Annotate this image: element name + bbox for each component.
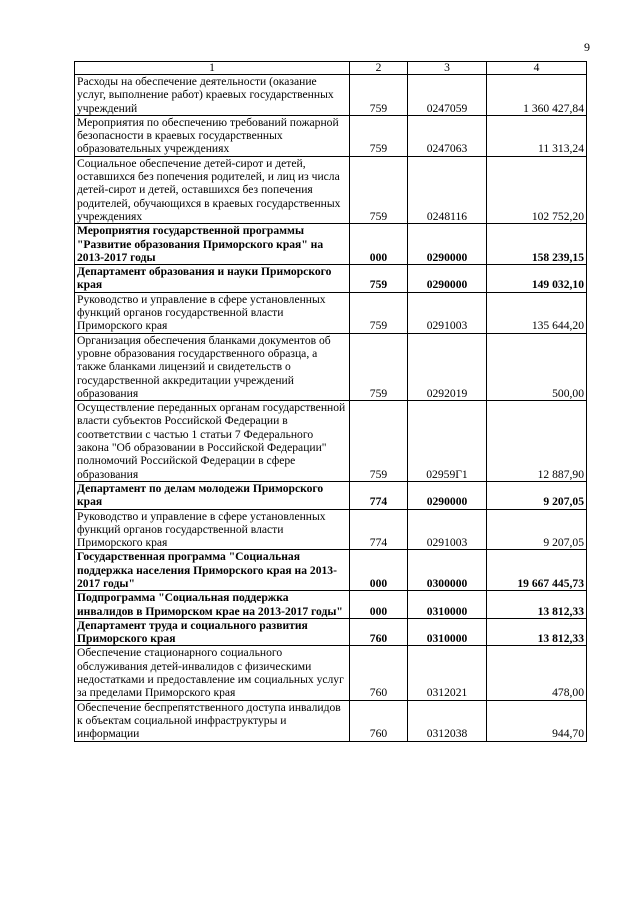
row-name-cell: Обеспечение стационарного социального обслуживания детей-инвалидов с физическими недостатками и предоставление им социальных услуг за пределами Приморского края: [75, 646, 350, 700]
row-name-cell: Подпрограмма "Социальная поддержка инвалидов в Приморском крае на 2013-2017 годы": [75, 591, 350, 619]
row-name-cell: Департамент по делам молодежи Приморского края: [75, 481, 350, 509]
table-row: [75, 401, 587, 482]
table-row: [75, 156, 587, 223]
row-amount-cell: 158 239,15: [487, 224, 587, 265]
table-row: [75, 224, 587, 265]
row-code-cell: 02959Г1: [408, 401, 487, 482]
row-amount-cell: 12 887,90: [487, 401, 587, 482]
row-code-cell: 0247063: [408, 115, 487, 156]
row-name-cell: Организация обеспечения бланками документов об уровне образования государственного образца, а также бланками лицензий и свидетельств о государственной аккредитации учреждений образования: [75, 333, 350, 400]
table-row: [75, 481, 587, 509]
table-row: [75, 75, 587, 116]
row-name-cell: Государственная программа "Социальная поддержка населения Приморского края на 2013-2017 годы": [75, 550, 350, 591]
row-code-cell: 0292019: [408, 333, 487, 400]
row-code-cell: 0300000: [408, 550, 487, 591]
table-row: [75, 333, 587, 400]
table-header-row: [75, 62, 587, 75]
row-name-cell: Осуществление переданных органам государственной власти субъектов Российской Федерации в соответствии с частью 1 статьи 7 Федерального закона "Об образовании в Российской Федерации" полномочий Российской Федерации в сфере образования: [75, 401, 350, 482]
row-amount-cell: 13 812,33: [487, 591, 587, 619]
row-dept-cell: 760: [350, 700, 408, 741]
row-name-cell: Социальное обеспечение детей-сирот и детей, оставшихся без попечения родителей, и лиц из числа детей-сирот и детей, оставшихся без попечения родителей, обучающихся в краевых государственных учреждениях: [75, 156, 350, 223]
row-amount-cell: 478,00: [487, 646, 587, 700]
row-code-cell: 0290000: [408, 224, 487, 265]
budget-table: [74, 61, 587, 742]
table-row: [75, 700, 587, 741]
row-dept-cell: 759: [350, 292, 408, 333]
row-amount-cell: 500,00: [487, 333, 587, 400]
row-amount-cell: 13 812,33: [487, 618, 587, 646]
table-row: [75, 550, 587, 591]
row-name-cell: Департамент труда и социального развития Приморского края: [75, 618, 350, 646]
row-dept-cell: 759: [350, 156, 408, 223]
page-number: 9: [584, 40, 590, 54]
table-row: [75, 292, 587, 333]
row-dept-cell: 000: [350, 224, 408, 265]
row-code-cell: 0290000: [408, 265, 487, 293]
table-row: [75, 265, 587, 293]
row-name-cell: Расходы на обеспечение деятельности (оказание услуг, выполнение работ) краевых государственных учреждений: [75, 75, 350, 116]
row-dept-cell: 759: [350, 265, 408, 293]
row-amount-cell: 944,70: [487, 700, 587, 741]
table-row: [75, 646, 587, 700]
row-amount-cell: 9 207,05: [487, 481, 587, 509]
column-header-code: 3: [408, 62, 487, 75]
row-dept-cell: 774: [350, 481, 408, 509]
row-code-cell: 0310000: [408, 591, 487, 619]
column-header-dept: 2: [350, 62, 408, 75]
table-row: [75, 618, 587, 646]
row-code-cell: 0312038: [408, 700, 487, 741]
row-dept-cell: 760: [350, 618, 408, 646]
row-amount-cell: 19 667 445,73: [487, 550, 587, 591]
row-amount-cell: 102 752,20: [487, 156, 587, 223]
row-dept-cell: 759: [350, 401, 408, 482]
row-name-cell: Мероприятия государственной программы "Развитие образования Приморского края" на 2013-2017 годы: [75, 224, 350, 265]
row-dept-cell: 000: [350, 591, 408, 619]
row-name-cell: Мероприятия по обеспечению требований пожарной безопасности в краевых государственных образовательных учреждениях: [75, 115, 350, 156]
row-dept-cell: 774: [350, 509, 408, 550]
row-dept-cell: 760: [350, 646, 408, 700]
row-code-cell: 0248116: [408, 156, 487, 223]
row-code-cell: 0291003: [408, 509, 487, 550]
row-amount-cell: 149 032,10: [487, 265, 587, 293]
row-dept-cell: 000: [350, 550, 408, 591]
column-header-name: 1: [75, 62, 350, 75]
column-header-amount: 4: [487, 62, 587, 75]
row-amount-cell: 11 313,24: [487, 115, 587, 156]
row-dept-cell: 759: [350, 333, 408, 400]
row-amount-cell: 9 207,05: [487, 509, 587, 550]
row-code-cell: 0291003: [408, 292, 487, 333]
table-row: [75, 591, 587, 619]
table-row: [75, 509, 587, 550]
row-code-cell: 0310000: [408, 618, 487, 646]
row-code-cell: 0247059: [408, 75, 487, 116]
row-amount-cell: 1 360 427,84: [487, 75, 587, 116]
row-name-cell: Руководство и управление в сфере установленных функций органов государственной власти Приморского края: [75, 292, 350, 333]
row-name-cell: Департамент образования и науки Приморского края: [75, 265, 350, 293]
row-code-cell: 0312021: [408, 646, 487, 700]
row-dept-cell: 759: [350, 75, 408, 116]
row-name-cell: Обеспечение беспрепятственного доступа инвалидов к объектам социальной инфраструктуры и информации: [75, 700, 350, 741]
row-dept-cell: 759: [350, 115, 408, 156]
row-code-cell: 0290000: [408, 481, 487, 509]
row-amount-cell: 135 644,20: [487, 292, 587, 333]
row-name-cell: Руководство и управление в сфере установленных функций органов государственной власти Приморского края: [75, 509, 350, 550]
table-row: [75, 115, 587, 156]
